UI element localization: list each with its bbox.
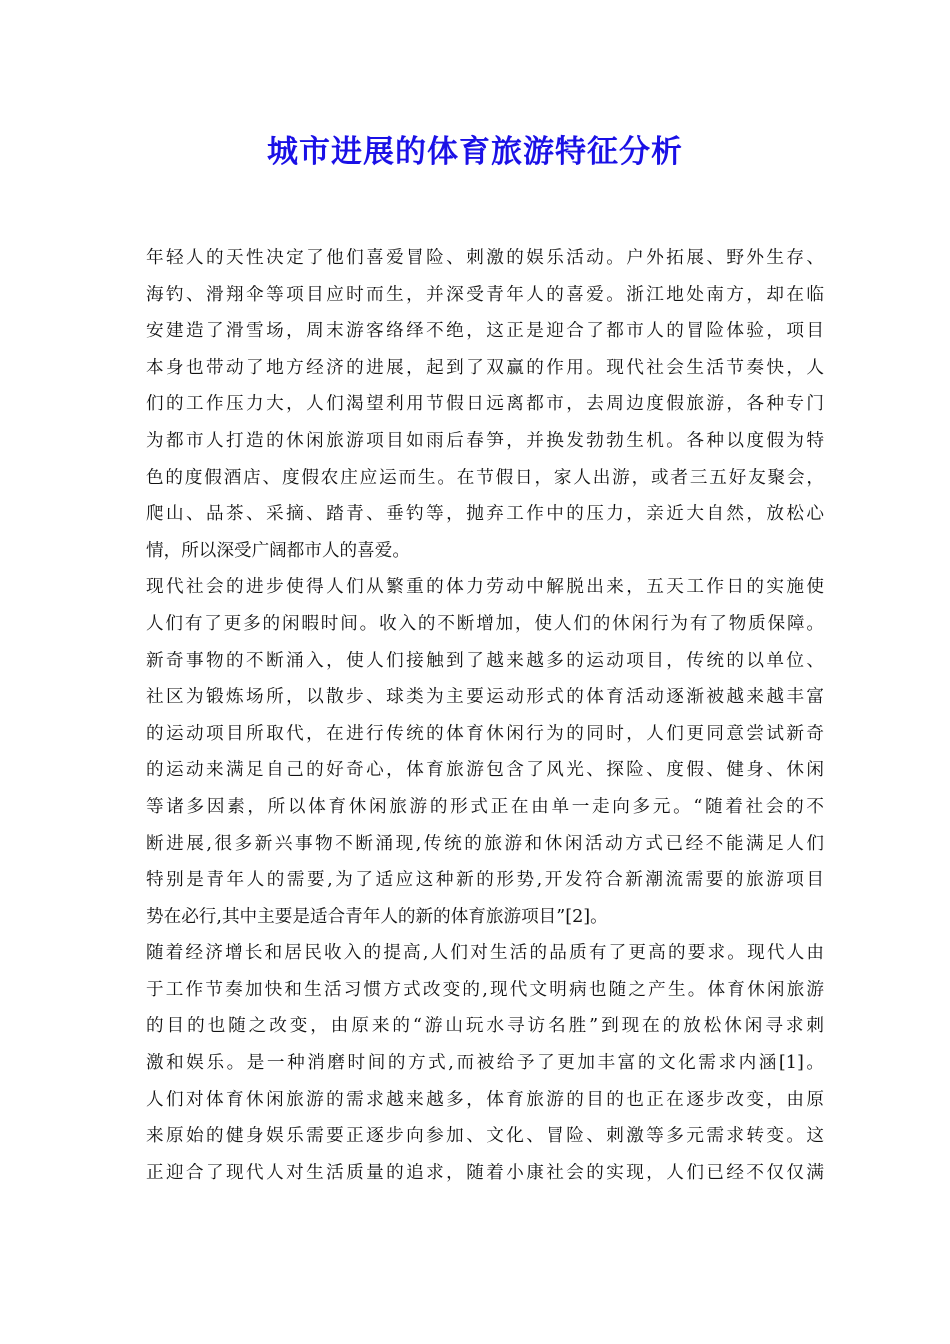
text-line: 激和娱乐。是一种消磨时间的方式,而被给予了更加丰富的文化需求内涵[1]。 (146, 1053, 824, 1074)
paragraph (146, 240, 824, 569)
text-line: 色的度假酒店、度假农庄应运而生。在节假日，家人出游，或者三五好友聚会， (146, 467, 824, 488)
text-line: 的运动项目所取代，在进行传统的体育休闲行为的同时，人们更同意尝试新奇 (146, 723, 824, 744)
text-line: 势在必行,其中主要是适合青年人的新的体育旅游项目”[2]。 (146, 906, 608, 927)
text-line: 的目的也随之改变，由原来的“游山玩水寻访名胜”到现在的放松休闲寻求刺 (146, 1016, 824, 1037)
text-line: 的运动来满足自己的好奇心，体育旅游包含了风光、探险、度假、健身、休闲 (146, 760, 824, 781)
text-line: 于工作节奏加快和生活习惯方式改变的,现代文明病也随之产生。体育休闲旅游 (146, 979, 824, 1000)
text-line: 海钓、滑翔伞等项目应时而生，并深受青年人的喜爱。浙江地处南方，却在临 (146, 284, 824, 305)
text-line: 正迎合了现代人对生活质量的追求，随着小康社会的实现，人们已经不仅仅满 (146, 1162, 824, 1183)
text-line: 随着经济增长和居民收入的提高,人们对生活的品质有了更高的要求。现代人由 (146, 943, 824, 964)
paragraph (146, 569, 824, 935)
text-line: 社区为锻炼场所，以散步、球类为主要运动形式的体育活动逐渐被越来越丰富 (146, 687, 824, 708)
text-line: 安建造了滑雪场，周末游客络绎不绝，这正是迎合了都市人的冒险体验，项目 (146, 321, 824, 342)
document-title: 城市进展的体育旅游特征分析 (267, 134, 683, 170)
text-line: 特别是青年人的需要,为了适应这种新的形势,开发符合新潮流需要的旅游项目 (146, 870, 824, 891)
text-line: 们的工作压力大，人们渴望利用节假日远离都市，去周边度假旅游，各种专门 (146, 394, 824, 415)
text-line: 情，所以深受广阔都市人的喜爱。 (146, 540, 410, 561)
text-line: 断进展,很多新兴事物不断涌现,传统的旅游和休闲活动方式已经不能满足人们 (146, 833, 824, 854)
paragraph (146, 935, 824, 1191)
text-line: 现代社会的进步使得人们从繁重的体力劳动中解脱出来，五天工作日的实施使 (146, 577, 824, 598)
text-line: 新奇事物的不断涌入，使人们接触到了越来越多的运动项目，传统的以单位、 (146, 650, 824, 671)
text-line: 为都市人打造的休闲旅游项目如雨后春笋，并换发勃勃生机。各种以度假为特 (146, 430, 824, 451)
text-line: 来原始的健身娱乐需要正逐步向参加、文化、冒险、刺激等多元需求转变。这 (146, 1126, 824, 1147)
text-line: 等诸多因素，所以体育休闲旅游的形式正在由单一走向多元。“随着社会的不 (146, 796, 824, 817)
text-line: 人们对体育休闲旅游的需求越来越多，体育旅游的目的也正在逐步改变，由原 (146, 1089, 824, 1110)
text-line: 年轻人的天性决定了他们喜爱冒险、刺激的娱乐活动。户外拓展、野外生存、 (146, 248, 824, 268)
text-line: 本身也带动了地方经济的进展，起到了双赢的作用。现代社会生活节奏快，人 (146, 357, 824, 378)
document-body (146, 240, 824, 1191)
text-line: 人们有了更多的闲暇时间。收入的不断增加，使人们的休闲行为有了物质保障。 (146, 613, 824, 634)
text-line: 爬山、品茶、采摘、踏青、垂钓等，抛弃工作中的压力，亲近大自然，放松心 (146, 504, 824, 525)
